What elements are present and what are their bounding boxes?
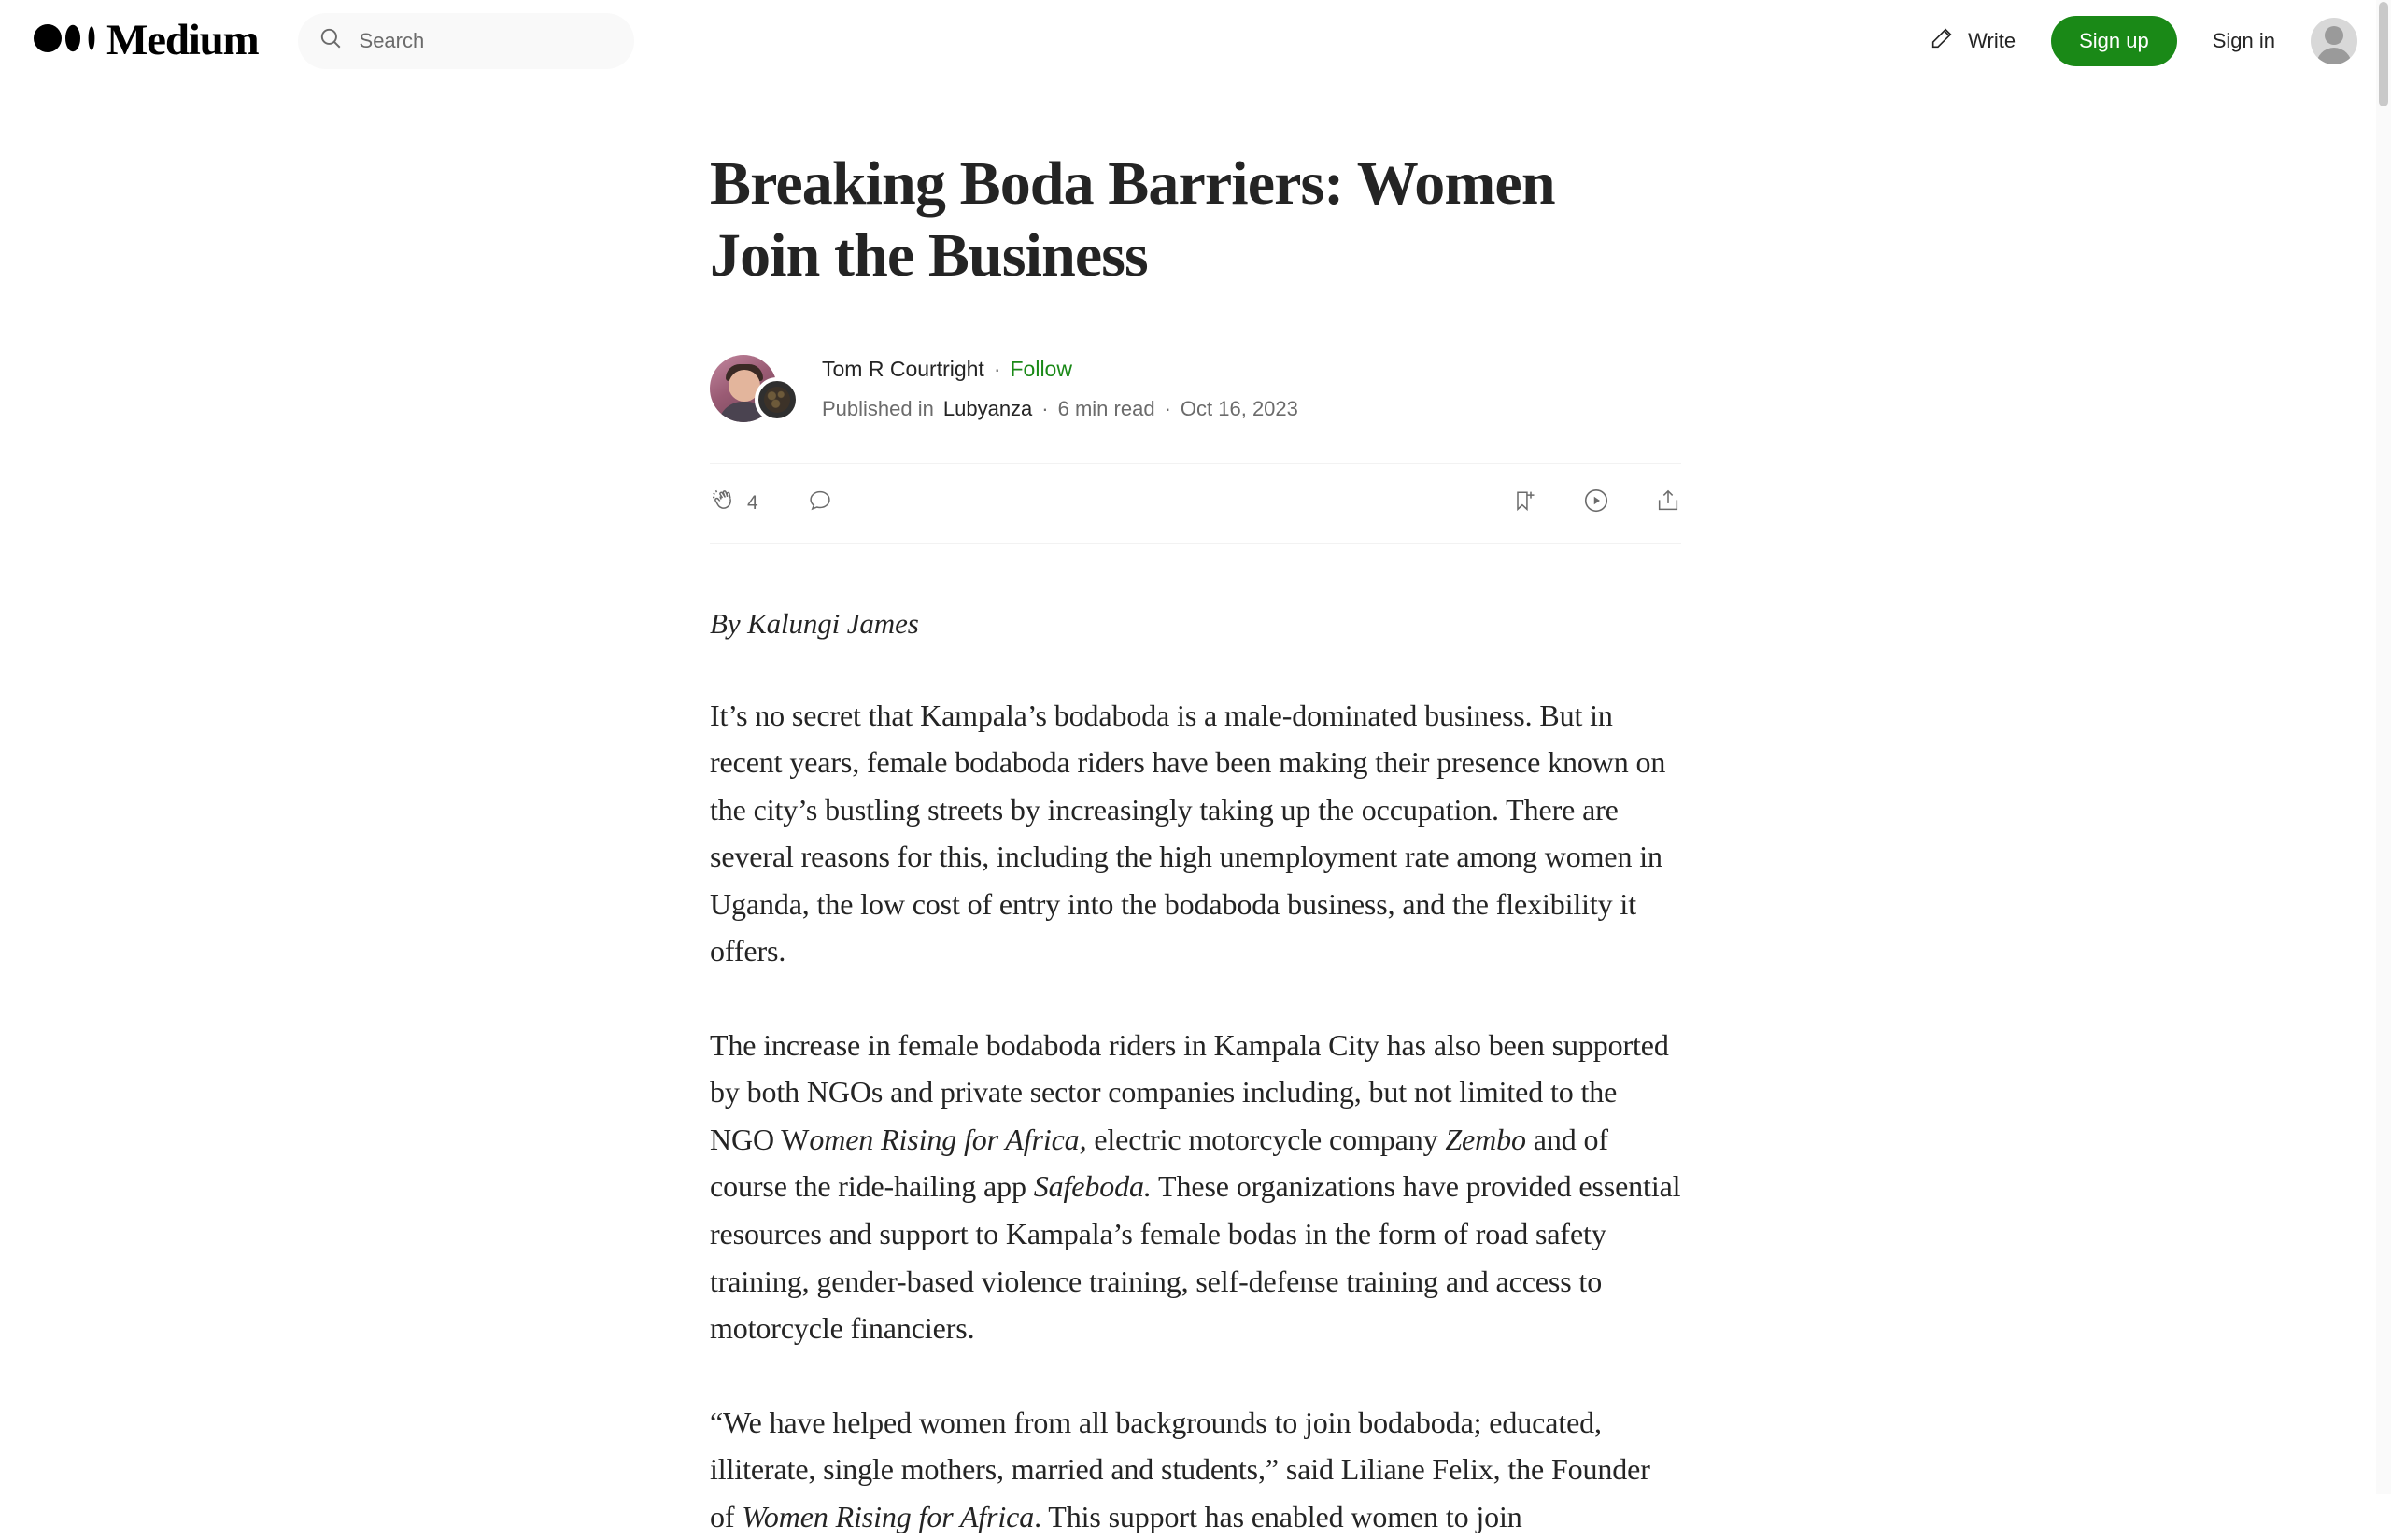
article-container bbox=[710, 81, 1681, 1540]
publication-name[interactable]: Lubyanza bbox=[942, 396, 1033, 420]
avatar-group[interactable] bbox=[710, 355, 801, 422]
article-paragraph: It’s no secret that Kampala’s bodaboda is a male-dominated business. But in recent years, female bodaboda riders have been making their presence known on the city’s bustling streets by increasingly taking up the occupation. There are several reasons for this, including the high unemployment rate among women in Uganda, the low cost of entry into the bodaboda business, and the flexibility it offers. bbox=[710, 698, 1666, 968]
read-time: 6 min read bbox=[1057, 396, 1155, 420]
article-body bbox=[710, 601, 1681, 1540]
write-label: Write bbox=[1968, 28, 2016, 52]
medium-wordmark: Medium bbox=[106, 16, 259, 64]
paragraph-text: electric motorcycle company bbox=[1086, 1122, 1446, 1156]
published-in-label: Published in bbox=[822, 396, 934, 420]
page-scrollbar[interactable] bbox=[2376, 0, 2391, 1494]
author-name[interactable]: Tom R Courtright bbox=[822, 357, 984, 382]
paragraph-text: The increase in female bodaboda riders in Kampala City has also been supported by both NGOs and private sector companies including, but not limited to the NGO W bbox=[710, 1027, 1669, 1156]
byline-separator: · bbox=[993, 357, 1001, 382]
pencil-icon bbox=[1929, 25, 1955, 57]
search-box[interactable] bbox=[298, 13, 634, 69]
clap-button[interactable] bbox=[710, 487, 758, 519]
follow-button[interactable]: Follow bbox=[1010, 357, 1072, 382]
sign-up-button[interactable]: Sign up bbox=[2051, 16, 2177, 66]
byline-text bbox=[822, 353, 1298, 424]
site-header bbox=[0, 0, 2391, 81]
article-paragraph bbox=[710, 1399, 1681, 1540]
bookmark-add-icon bbox=[1511, 487, 1537, 519]
bookmark-add-button[interactable] bbox=[1511, 487, 1537, 519]
paragraph-text: . This support has enabled women to join bbox=[1034, 1499, 1522, 1533]
listen-button[interactable] bbox=[1582, 487, 1610, 520]
scrollbar-thumb[interactable] bbox=[2379, 2, 2388, 106]
paragraph-text: “We have helped women from all backgrounds to join bodaboda; educated, illiterate, single mothers, married and students,” said Liliane Felix, the Founder of bbox=[710, 1405, 1650, 1533]
write-button[interactable] bbox=[1929, 25, 2016, 57]
paragraph-text: and of course the ride-hailing app bbox=[710, 1122, 1608, 1204]
emphasis-text: Safeboda. bbox=[1033, 1169, 1152, 1204]
clap-count: 4 bbox=[747, 491, 758, 514]
page-title: Breaking Boda Barriers: Women Join the Business bbox=[710, 149, 1555, 290]
emphasis-text: Zembo bbox=[1445, 1122, 1526, 1156]
search-icon bbox=[318, 26, 343, 55]
comment-button[interactable] bbox=[807, 487, 833, 519]
share-icon bbox=[1655, 487, 1681, 519]
article-paragraph bbox=[710, 1022, 1681, 1352]
emphasis-text: Women Rising for Africa bbox=[742, 1499, 1035, 1533]
medium-logo[interactable] bbox=[34, 16, 259, 64]
byline-separator-3: · bbox=[1164, 396, 1171, 420]
header-actions bbox=[1929, 16, 2357, 66]
article-lede: By Kalungi James bbox=[710, 606, 919, 640]
play-audio-icon bbox=[1582, 487, 1610, 520]
share-button[interactable] bbox=[1655, 487, 1681, 519]
clap-icon bbox=[710, 487, 736, 519]
action-bar-right bbox=[1511, 487, 1681, 520]
paragraph-text: These organizations have provided essential resources and support to Kampala’s female bodas in the form of road safety training, gender-based violence training, self-defense training and access to motorcycle financiers. bbox=[710, 1169, 1681, 1346]
user-avatar-icon[interactable] bbox=[2311, 18, 2357, 64]
action-bar-left bbox=[710, 487, 833, 519]
article-action-bar bbox=[710, 463, 1681, 544]
byline-separator-2: · bbox=[1041, 396, 1049, 420]
sign-in-link[interactable]: Sign in bbox=[2212, 28, 2275, 52]
comment-icon bbox=[807, 487, 833, 519]
emphasis-text: omen Rising for Africa, bbox=[809, 1122, 1087, 1156]
medium-logo-icon bbox=[34, 24, 97, 57]
search-input[interactable] bbox=[358, 28, 614, 54]
publish-date: Oct 16, 2023 bbox=[1180, 396, 1298, 420]
publication-avatar[interactable] bbox=[755, 377, 799, 422]
byline bbox=[710, 353, 1681, 424]
